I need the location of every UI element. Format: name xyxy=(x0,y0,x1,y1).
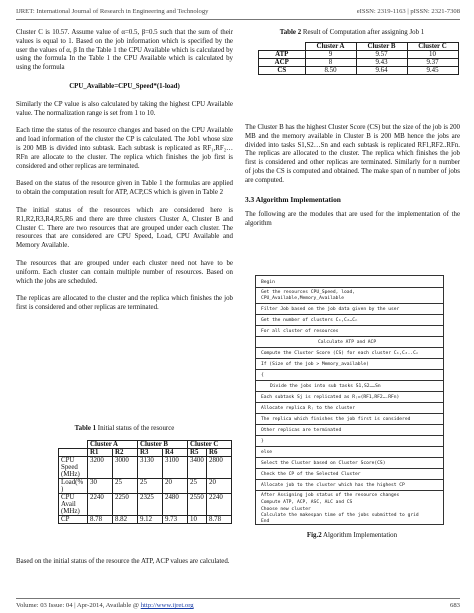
table-cell: 20 xyxy=(163,479,188,494)
table1-group: Cluster B xyxy=(138,441,188,449)
computation-result-table xyxy=(258,42,459,75)
table1-group-row xyxy=(59,441,232,449)
algo-line: Choose new cluster xyxy=(261,507,311,512)
table-row xyxy=(59,457,232,479)
table1-col: R3 xyxy=(138,449,163,457)
table-cell: 2325 xyxy=(138,494,163,516)
figure-caption-label: Fig.2 xyxy=(306,532,322,539)
table2-header: Cluster A xyxy=(305,43,356,51)
algo-line: Compute ATP, ACP, ASC, ALC and CS xyxy=(261,500,353,505)
table2-header-row xyxy=(259,43,459,51)
table-cell: 3200 xyxy=(88,457,113,479)
table-cell: 2240 xyxy=(88,494,113,516)
table-cell: 20 xyxy=(207,479,232,494)
table-row xyxy=(59,494,232,516)
row-label: ATP xyxy=(259,51,306,59)
left-paragraph-5: The initial status of the resources which are considered here is R1,R2,R3,R4,R5,R6 and there are three clusters Cluster A, Cluster B and Cluster C. There are two resources that are grouped under each cluster. The resources that are considered are CPU Speed, Load, CPU Available and Memory Available. xyxy=(16,206,233,250)
algo-line: Each subtask Sj is replicated as Rⱼ=(RF1,RF2….RFn) xyxy=(261,395,400,400)
table-cell: 30 xyxy=(88,479,113,494)
algo-line: { xyxy=(261,373,264,378)
table-cell: 8.82 xyxy=(113,516,138,524)
table-cell: 3130 xyxy=(138,457,163,479)
table1-caption-text: Initial status of the resource xyxy=(96,425,175,432)
row-label: Load(% ) xyxy=(59,479,88,494)
algo-line: After Assigning job status of the resource changes xyxy=(261,493,400,498)
table-cell: 9.12 xyxy=(138,516,163,524)
algo-line: Begin xyxy=(261,280,275,285)
algo-separator xyxy=(256,391,443,392)
table1-col-row xyxy=(59,449,232,457)
row-label: CS xyxy=(259,67,306,75)
algo-line: Get the number of clusters C₁,C₂…Cₙ xyxy=(261,318,358,323)
table-cell: 8 xyxy=(305,59,356,67)
table1-caption xyxy=(16,425,233,432)
algo-line: The replica which finishes the job first is considered xyxy=(261,417,411,422)
algo-separator xyxy=(256,490,443,491)
table-row xyxy=(259,67,459,75)
left-paragraph-3: Each time the status of the resource changes and based on the CPU Available and load information of the cluster the CP is calculated. The Job1 whose size is 200 MB is divided into subtask. Each subtask is replicated as RF₁,RF₂…RFn are allocate to the cluster. The replica which finishes the job first is considered and other replicas are terminated. xyxy=(16,127,233,170)
page-number: 683 xyxy=(449,602,460,609)
algo-separator xyxy=(256,468,443,469)
algo-line: Filter Job based on the job data given by the user xyxy=(261,307,400,312)
table2-corner xyxy=(259,43,306,51)
table-cell: 2240 xyxy=(207,494,232,516)
table-cell: 8.78 xyxy=(88,516,113,524)
algo-separator xyxy=(256,287,443,288)
algo-separator xyxy=(256,336,443,337)
right-column xyxy=(245,124,460,229)
left-paragraph-4: Based on the status of the resource given in Table 1 the formulas are applied to obtain the computation result for ATP, ACP,CS which is given in Table 2 xyxy=(16,180,233,197)
algo-separator xyxy=(256,446,443,447)
algo-separator xyxy=(256,369,443,370)
left-paragraph-6: The resources that are grouped under each cluster need not have to be uniform. Each cluster can contain multiple number of resources. Based on which the jobs are scheduled. xyxy=(16,259,233,285)
row-label: CPU Speed (MHz) xyxy=(59,457,88,479)
header-left: IJRET: International Journal of Research in Engineering and Technology xyxy=(16,8,209,15)
table-row xyxy=(259,59,459,67)
algo-line: Check the CP of the Selected Cluster xyxy=(261,472,361,477)
table-cell: 3400 xyxy=(188,457,207,479)
resource-status-table xyxy=(58,440,232,524)
table1-caption-label: Table 1 xyxy=(74,425,97,432)
table-cell: 9.37 xyxy=(407,59,458,67)
right-paragraph-2: The following are the modules that are used for the implementation of the algorithm xyxy=(245,211,460,228)
header-rule xyxy=(16,19,460,20)
table-cell: 9.64 xyxy=(356,67,407,75)
table1-group: Cluster A xyxy=(88,441,138,449)
left-paragraph-7: The replicas are allocated to the cluster and the replica which finishes the job first is considered and other replicas are terminated. xyxy=(16,295,233,312)
table-cell: 8.50 xyxy=(305,67,356,75)
algo-separator xyxy=(256,457,443,458)
footer-text: Volume: 03 Issue: 04 | Apr-2014, Available @ xyxy=(16,602,141,609)
algo-separator xyxy=(256,347,443,348)
algorithm-figure xyxy=(255,275,444,525)
table-cell: 9 xyxy=(305,51,356,59)
algo-line: Allocate replica Rⱼ to the cluster xyxy=(261,406,356,411)
table2-caption-text: Result of Computation after assigning Job 1 xyxy=(301,29,425,36)
section-heading: 3.3 Algorithm Implementation xyxy=(245,194,341,204)
algo-separator xyxy=(256,325,443,326)
table-cell: 3000 xyxy=(113,457,138,479)
table-cell: 9.45 xyxy=(407,67,458,75)
left-paragraph-8: Based on the initial status of the resource the ATP, ACP values are calculated. xyxy=(16,558,230,565)
algo-line: Other replicas are terminated xyxy=(261,428,342,433)
algo-line: Divide the jobs into sub tasks S1,S2……Sn xyxy=(270,384,381,389)
table1-group: Cluster C xyxy=(188,441,232,449)
algo-line: Allocate job to the cluster which has the highest CP xyxy=(261,483,405,488)
table-cell: 8.78 xyxy=(207,516,232,524)
algo-separator xyxy=(256,435,443,436)
table2-caption-label: Table 2 xyxy=(279,29,302,36)
table-cell: 3100 xyxy=(163,457,188,479)
left-closing xyxy=(16,558,233,567)
footer-rule xyxy=(16,598,460,599)
algo-line: End xyxy=(261,519,270,524)
row-label: CPU Avail (MHz) xyxy=(59,494,88,516)
table-cell: 10 xyxy=(188,516,207,524)
algo-line: If (Size of the job > Memory_available) xyxy=(261,362,369,367)
table1-col: R6 xyxy=(207,449,232,457)
right-paragraph-1: The Cluster B has the highest Cluster Score (CS) but the size of the job is 200 MB and the memory available in Cluster B is 200 MB hence the jobs are divided into tasks S1,S2…Sn and each subtask is replicated RF1,RF2..RFn. The replicas are allocated to the cluster. The replica which finishes the job first is considered and other replicas are terminated. Similarly for n number of jobs the CS is computed and obtained. The make span of n number of jobs are computed. xyxy=(245,124,460,184)
algo-separator xyxy=(256,424,443,425)
header-right: eISSN: 2319-1163 | pISSN: 2321-7308 xyxy=(356,8,460,15)
figure-caption-text: Algorithm Implementation xyxy=(321,532,398,539)
table-cell: 25 xyxy=(188,479,207,494)
left-column xyxy=(16,29,233,313)
table1-col: R2 xyxy=(113,449,138,457)
table-row xyxy=(259,51,459,59)
table-cell: 9.43 xyxy=(356,59,407,67)
left-paragraph-1: Cluster C is 10.57. Assume value of α=0.5, β=0.5 such that the sum of their values is equal to 1. Based on the job information which is specified by the user the values of α, β In the Table 1 the CPU Available which is calculated by using the formula In the Table 1 the CPU Available which is calculated by using the formula xyxy=(16,29,233,72)
algo-separator xyxy=(256,314,443,315)
algo-line: Compute the Cluster Score (CS) for each cluster C₁,C₂..Cₙ xyxy=(261,351,419,356)
table-cell: 2550 xyxy=(188,494,207,516)
figure-caption xyxy=(244,532,460,539)
algo-separator xyxy=(256,402,443,403)
algo-line: Calculate the makespan time of the jobs submitted to grid xyxy=(261,513,419,518)
table-cell: 10 xyxy=(407,51,458,59)
journal-link[interactable]: http://www.ijret.org xyxy=(140,602,194,609)
table1-col: R4 xyxy=(163,449,188,457)
table1-col-spacer xyxy=(59,449,88,457)
table-cell: 2800 xyxy=(207,457,232,479)
algo-line: Select the Cluster based on Cluster Score(CS) xyxy=(261,461,386,466)
table2-header: Cluster B xyxy=(356,43,407,51)
table1-corner xyxy=(59,441,88,449)
algo-line: For all cluster of resources xyxy=(261,329,339,334)
row-label: CP xyxy=(59,516,88,524)
table1-col: R5 xyxy=(188,449,207,457)
table-cell: 2480 xyxy=(163,494,188,516)
table-cell: 25 xyxy=(113,479,138,494)
table1-col: R1 xyxy=(88,449,113,457)
table-cell: 25 xyxy=(138,479,163,494)
table-cell: 9.73 xyxy=(163,516,188,524)
algo-line: Get the resources CPU_Speed, load, CPU_Available,Memory_Available xyxy=(261,290,356,301)
table2-header: Cluster C xyxy=(407,43,458,51)
table2-caption xyxy=(244,29,460,36)
algo-line: } xyxy=(261,439,264,444)
table-row xyxy=(59,516,232,524)
table-cell: 2250 xyxy=(113,494,138,516)
formula: CPU_Available=CPU_Speed*(1-load) xyxy=(69,82,180,90)
row-label: ACP xyxy=(259,59,306,67)
algo-separator xyxy=(256,413,443,414)
algo-separator xyxy=(256,358,443,359)
footer xyxy=(16,602,460,609)
journal-header xyxy=(16,8,460,15)
left-paragraph-2: Similarly the CP value is also calculated by taking the highest CPU Available value. The normalization range is set from 1 to 10. xyxy=(16,100,233,117)
algo-separator xyxy=(256,303,443,304)
table-cell: 9.57 xyxy=(356,51,407,59)
algo-separator xyxy=(256,479,443,480)
algo-line: Calculate ATP and ACP xyxy=(318,340,377,345)
algo-separator xyxy=(256,380,443,381)
algo-line: else xyxy=(261,450,273,455)
table-row xyxy=(59,479,232,494)
